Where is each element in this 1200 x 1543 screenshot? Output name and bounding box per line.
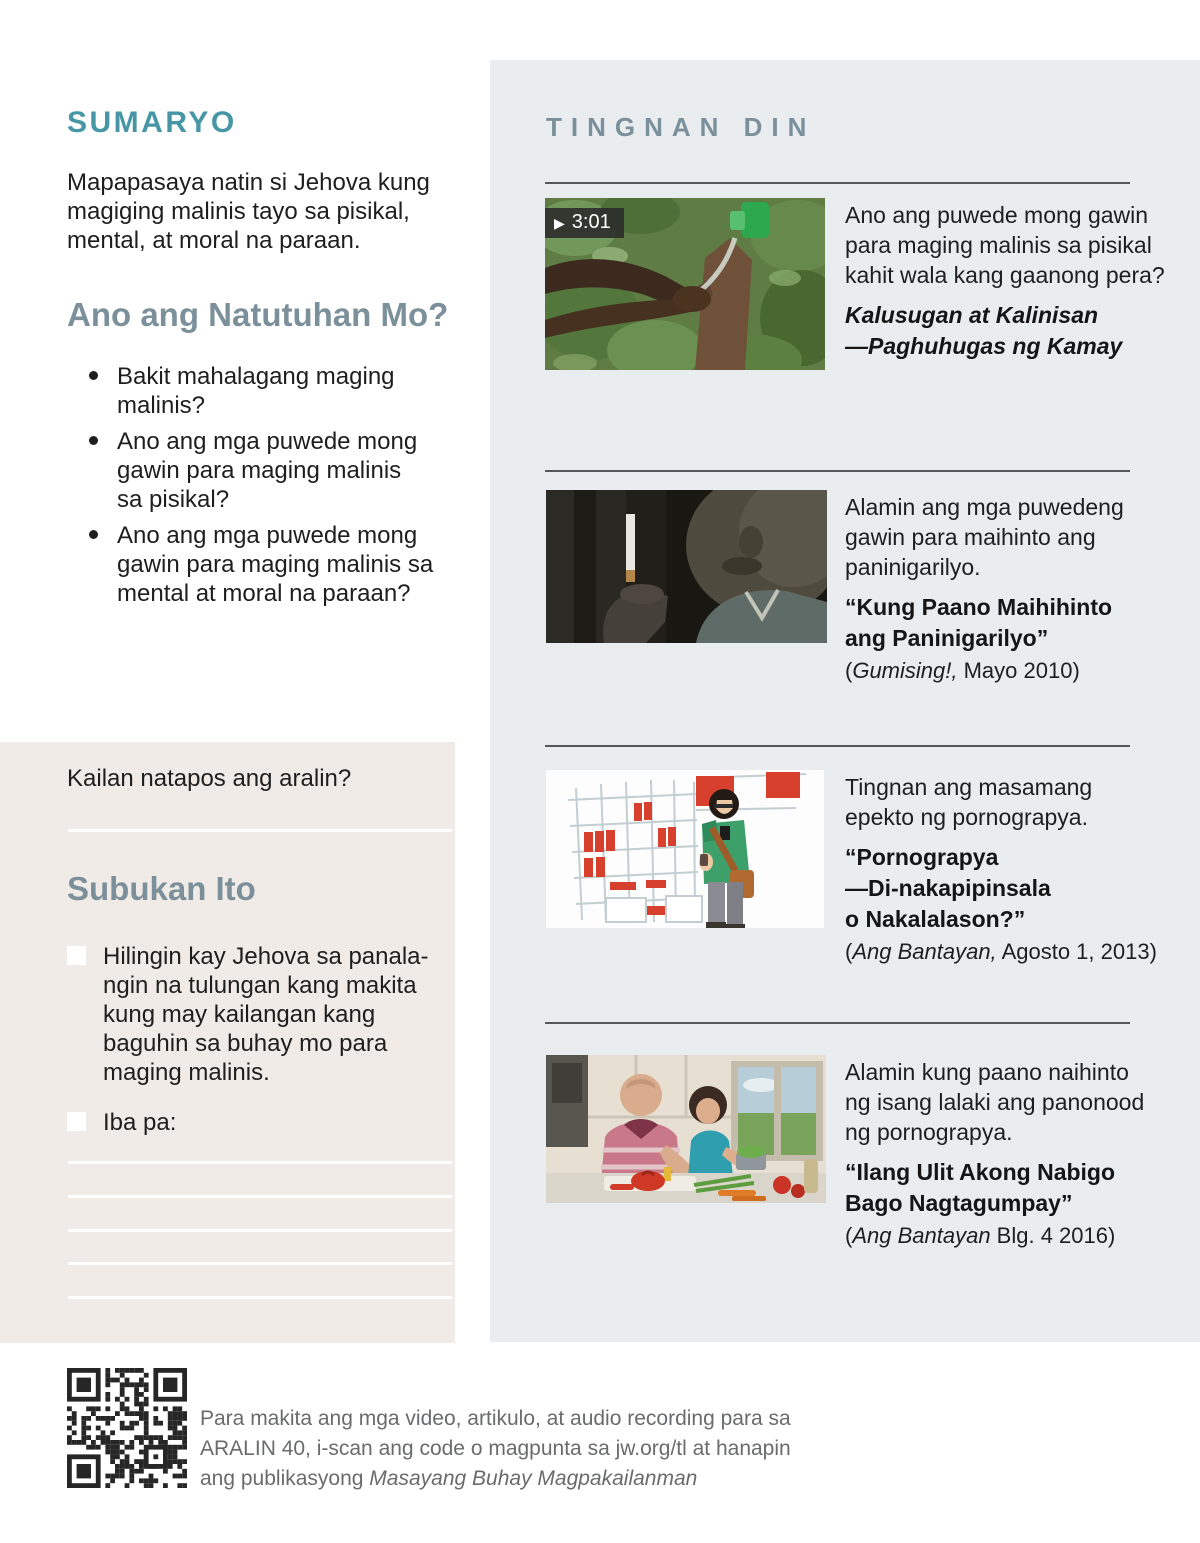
summary-heading: SUMARYO — [67, 106, 237, 139]
write-in-line[interactable] — [68, 1195, 452, 1198]
bullet-dot-icon — [89, 436, 98, 445]
magazine-rack-illustration — [546, 770, 824, 928]
item-title-line: ang Paninigarilyo” — [845, 625, 1049, 651]
item-body-line: kahit wala kang gaanong pera? — [845, 262, 1165, 288]
separator — [545, 1022, 1130, 1024]
worksheet-box — [0, 742, 455, 1343]
item-body-line: gawin para maihinto ang — [845, 524, 1096, 550]
item-body-line: Tingnan ang masamang — [845, 774, 1093, 800]
task-line: baguhin sa buhay mo para — [103, 1030, 388, 1057]
task-line: maging malinis. — [103, 1059, 270, 1086]
bullet-line: gawin para maging malinis — [117, 457, 402, 484]
thumbnail-smoking-article[interactable] — [546, 490, 827, 643]
thumbnail-success-story-article[interactable] — [546, 1055, 826, 1203]
separator — [545, 182, 1130, 184]
item-title-line: —Paghuhugas ng Kamay — [845, 333, 1123, 359]
item-source — [845, 1221, 1145, 1251]
thumbnail-handwashing-video[interactable] — [545, 198, 825, 370]
item-source — [845, 937, 1157, 967]
item-body-line: ng pornograpya. — [845, 1119, 1013, 1145]
caption-line: ARALIN 40, i-scan ang code o magpunta sa jw.org/tl at hanapin — [200, 1437, 791, 1460]
caption-line — [200, 1464, 791, 1494]
video-duration: 3:01 — [571, 211, 611, 233]
caption-text: ang publikasyong — [200, 1467, 370, 1490]
write-in-line[interactable] — [68, 1262, 452, 1265]
item-title-line: o Nakalalason?” — [845, 906, 1026, 932]
item-title[interactable] — [845, 1157, 1145, 1219]
lesson-finished-question: Kailan natapos ang aralin? — [67, 765, 352, 792]
task-line: Hilingin kay Jehova sa panala- — [103, 943, 429, 970]
source-date: Agosto 1, 2013) — [996, 939, 1157, 964]
summary-line: mental, at moral na paraan. — [67, 227, 361, 254]
item-source — [845, 656, 1145, 686]
item-title-line: Bago Nagtagumpay” — [845, 1190, 1073, 1216]
bullet-line: Bakit mahalagang maging — [117, 363, 395, 390]
item-body-line: epekto ng pornograpya. — [845, 804, 1088, 830]
summary-paragraph — [67, 168, 430, 255]
source-paren: ( — [845, 939, 853, 964]
answer-line[interactable] — [68, 829, 452, 832]
see-also-item-text — [845, 200, 1165, 362]
source-date: Blg. 4 2016) — [990, 1223, 1116, 1248]
footer-caption — [200, 1404, 791, 1494]
source-publication: Gumising!, — [852, 658, 958, 683]
item-body-line: Alamin ang mga puwedeng — [845, 494, 1124, 520]
other-task-label: Iba pa: — [103, 1109, 177, 1136]
task-text — [103, 942, 429, 1087]
see-also-item-text — [845, 1057, 1145, 1251]
bullet-line: sa pisikal? — [117, 486, 230, 513]
item-title-line: —Di-nakapipinsala — [845, 875, 1051, 901]
thumbnail-pornography-article[interactable] — [546, 770, 824, 928]
item-body-line: ng isang lalaki ang panonood — [845, 1089, 1145, 1115]
item-title-line: “Pornograpya — [845, 844, 999, 870]
qr-code — [67, 1368, 187, 1488]
item-title[interactable] — [845, 300, 1145, 362]
learned-bullet — [67, 362, 467, 420]
task-line: kung may kailangan kang — [103, 1001, 376, 1028]
summary-line: Mapapasaya natin si Jehova kung — [67, 169, 430, 196]
see-also-item-text — [845, 772, 1157, 967]
source-date: Mayo 2010) — [957, 658, 1080, 683]
task-checkbox[interactable] — [67, 946, 86, 965]
item-title[interactable] — [845, 842, 1145, 935]
see-also-heading: TINGNAN DIN — [546, 112, 816, 142]
video-duration-badge[interactable] — [545, 208, 624, 238]
item-title-line: “Ilang Ulit Akong Nabigo — [845, 1159, 1116, 1185]
bullet-line: Ano ang mga puwede mong — [117, 522, 418, 549]
cigarette-illustration — [546, 490, 827, 643]
item-title[interactable] — [845, 592, 1145, 654]
item-body-line: para maging malinis sa pisikal — [845, 232, 1152, 258]
learned-heading: Ano ang Natutuhan Mo? — [67, 296, 449, 333]
caption-line: Para makita ang mga video, artikulo, at audio recording para sa — [200, 1407, 791, 1430]
task-line: ngin na tulungan kang makita — [103, 972, 417, 999]
bullet-dot-icon — [89, 530, 98, 539]
item-body-line: paninigarilyo. — [845, 554, 981, 580]
play-icon: ▶ — [554, 214, 565, 231]
see-also-item-text — [845, 492, 1145, 686]
learned-bullet — [67, 521, 467, 608]
source-publication: Ang Bantayan, — [852, 939, 997, 964]
write-in-line[interactable] — [68, 1296, 452, 1299]
write-in-line[interactable] — [68, 1229, 452, 1232]
couple-cooking-illustration — [546, 1055, 826, 1203]
separator — [545, 745, 1130, 747]
task-checkbox[interactable] — [67, 1112, 86, 1131]
bullet-line: malinis? — [117, 392, 206, 419]
bullet-dot-icon — [89, 371, 98, 380]
source-paren: ( — [845, 1223, 853, 1248]
try-it-heading: Subukan Ito — [67, 870, 256, 907]
separator — [545, 470, 1130, 472]
item-body-line: Ano ang puwede mong gawin — [845, 202, 1149, 228]
bullet-line: gawin para maging malinis sa — [117, 551, 434, 578]
summary-line: magiging malinis tayo sa pisikal, — [67, 198, 410, 225]
bullet-line: mental at moral na paraan? — [117, 580, 411, 607]
write-in-line[interactable] — [68, 1161, 452, 1164]
item-body-line: Alamin kung paano naihinto — [845, 1059, 1129, 1085]
item-title-line: “Kung Paano Maihihinto — [845, 594, 1113, 620]
publication-name: Masayang Buhay Magpakailanman — [369, 1467, 698, 1490]
learned-bullet — [67, 427, 467, 514]
item-title-line: Kalusugan at Kalinisan — [845, 302, 1099, 328]
source-publication: Ang Bantayan — [852, 1223, 991, 1248]
source-paren: ( — [845, 658, 853, 683]
bullet-line: Ano ang mga puwede mong — [117, 428, 418, 455]
